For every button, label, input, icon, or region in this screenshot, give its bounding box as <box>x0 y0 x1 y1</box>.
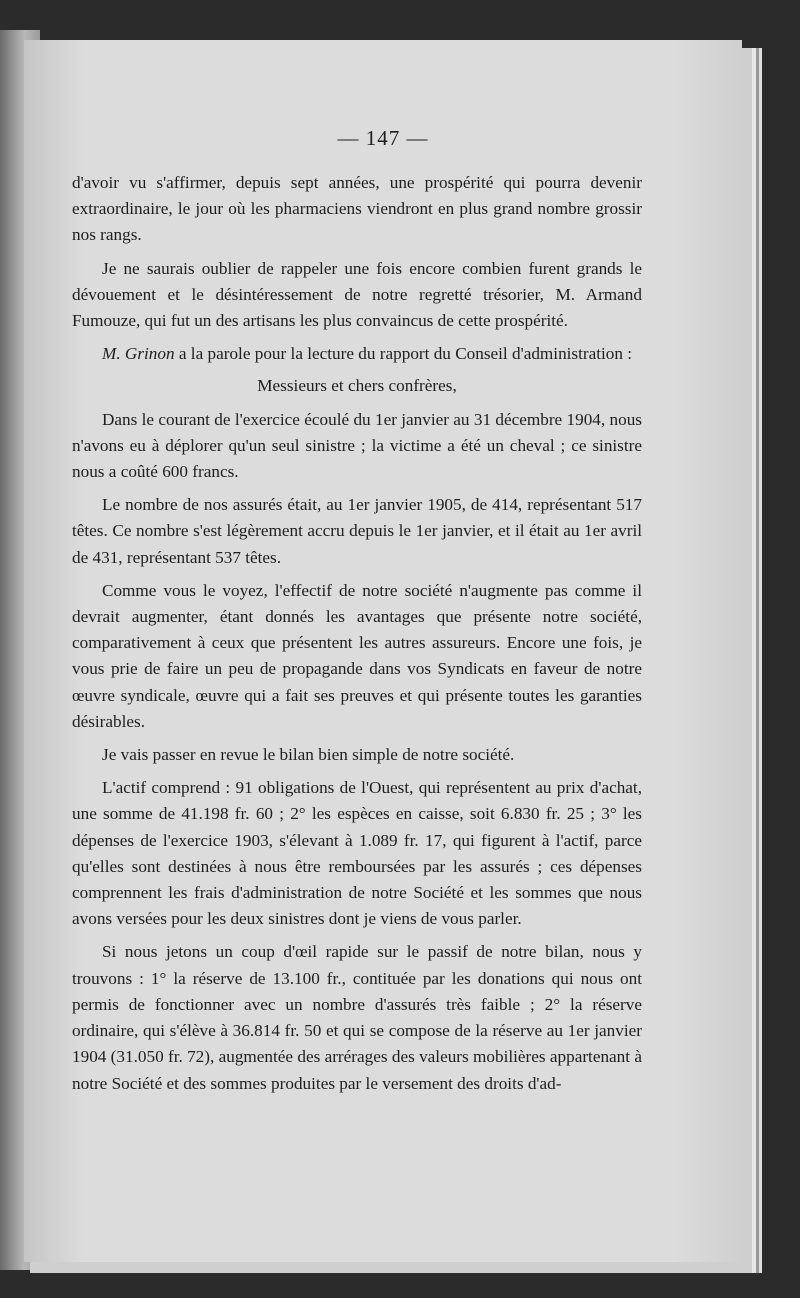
page-text <box>72 170 642 1097</box>
speaker-paragraph <box>72 341 642 367</box>
report-paragraph-6: Si nous jetons un coup d'œil rapide sur le passif de notre bilan, nous y trouvons : 1° la réserve de 13.100 fr., contituée par les donations qui nous ont permis de fonctionner avec un nombre d'assurés très faible ; 2° la réserve ordinaire, qui s'élève à 36.814 fr. 50 et qui se compose de la réserve au 1er janvier 1904 (31.050 fr. 72), augmentée des arrérages des valeurs mobilières appartenant à notre Société et des sommes produites par le versement des droits d'ad- <box>72 942 642 1093</box>
report-paragraph-5: L'actif comprend : 91 obligations de l'Ouest, qui représentent au prix d'achat, une somme de 41.198 fr. 60 ; 2° les espèces en caisse, soit 6.830 fr. 25 ; 3° les dépenses de l'exercice 1903, s'élevant à 1.089 fr. 17, qui figurent à l'actif, parce qu'elles sont destinées à nous être remboursées par les assurés ; ces dépenses comprennent les frais d'administration de notre Société et les sommes que nous avons versées pour les deux sinistres dont je viens de vous parler. <box>72 778 642 929</box>
report-paragraph-1: Dans le courant de l'exercice écoulé du 1er janvier au 31 décembre 1904, nous n'avons eu à déplorer qu'un seul sinistre ; la victime a été un cheval ; ce sinistre nous a coûté 600 francs. <box>72 409 642 482</box>
report-paragraph-3: Comme vous le voyez, l'effectif de notre société n'augmente pas comme il devrait augmenter, étant donnés les avantages que présente notre société, comparativement à ceux que présentent les autres assureurs. Encore une fois, je vous prie de faire un peu de propagande dans vos Syndicats en faveur de notre œuvre syndicale, œuvre qui a fait ses preuves et qui présente toutes les garanties désirables. <box>72 580 642 731</box>
book-page <box>24 40 742 1262</box>
report-paragraph-4: Je vais passer en revue le bilan bien simple de notre société. <box>102 745 515 765</box>
paragraph-2: Je ne saurais oublier de rappeler une fois encore combien furent grands le dévouement et le désintéressement de notre regretté trésorier, M. Armand Fumouze, qui fut un des artisans les plus convaincus de cette prospérité. <box>72 258 642 331</box>
page-number: — 147 — <box>337 126 429 150</box>
paragraph-1: d'avoir vu s'affirmer, depuis sept années, une prospérité qui pourra devenir extraordinaire, le jour où les pharmaciens viendront en plus grand nombre grossir nos rangs. <box>72 173 642 245</box>
speaker-text: a la parole pour la lecture du rapport du Conseil d'administration : <box>178 344 633 364</box>
salutation: Messieurs et chers confrères, <box>257 376 457 396</box>
speaker-name: M. Grinon <box>102 344 175 364</box>
report-paragraph-2: Le nombre de nos assurés était, au 1er janvier 1905, de 414, représentant 517 têtes. Ce nombre s'est légèrement accru depuis le 1er janvier, et il était au 1er avril de 431, représentant 537 têtes. <box>72 495 642 567</box>
